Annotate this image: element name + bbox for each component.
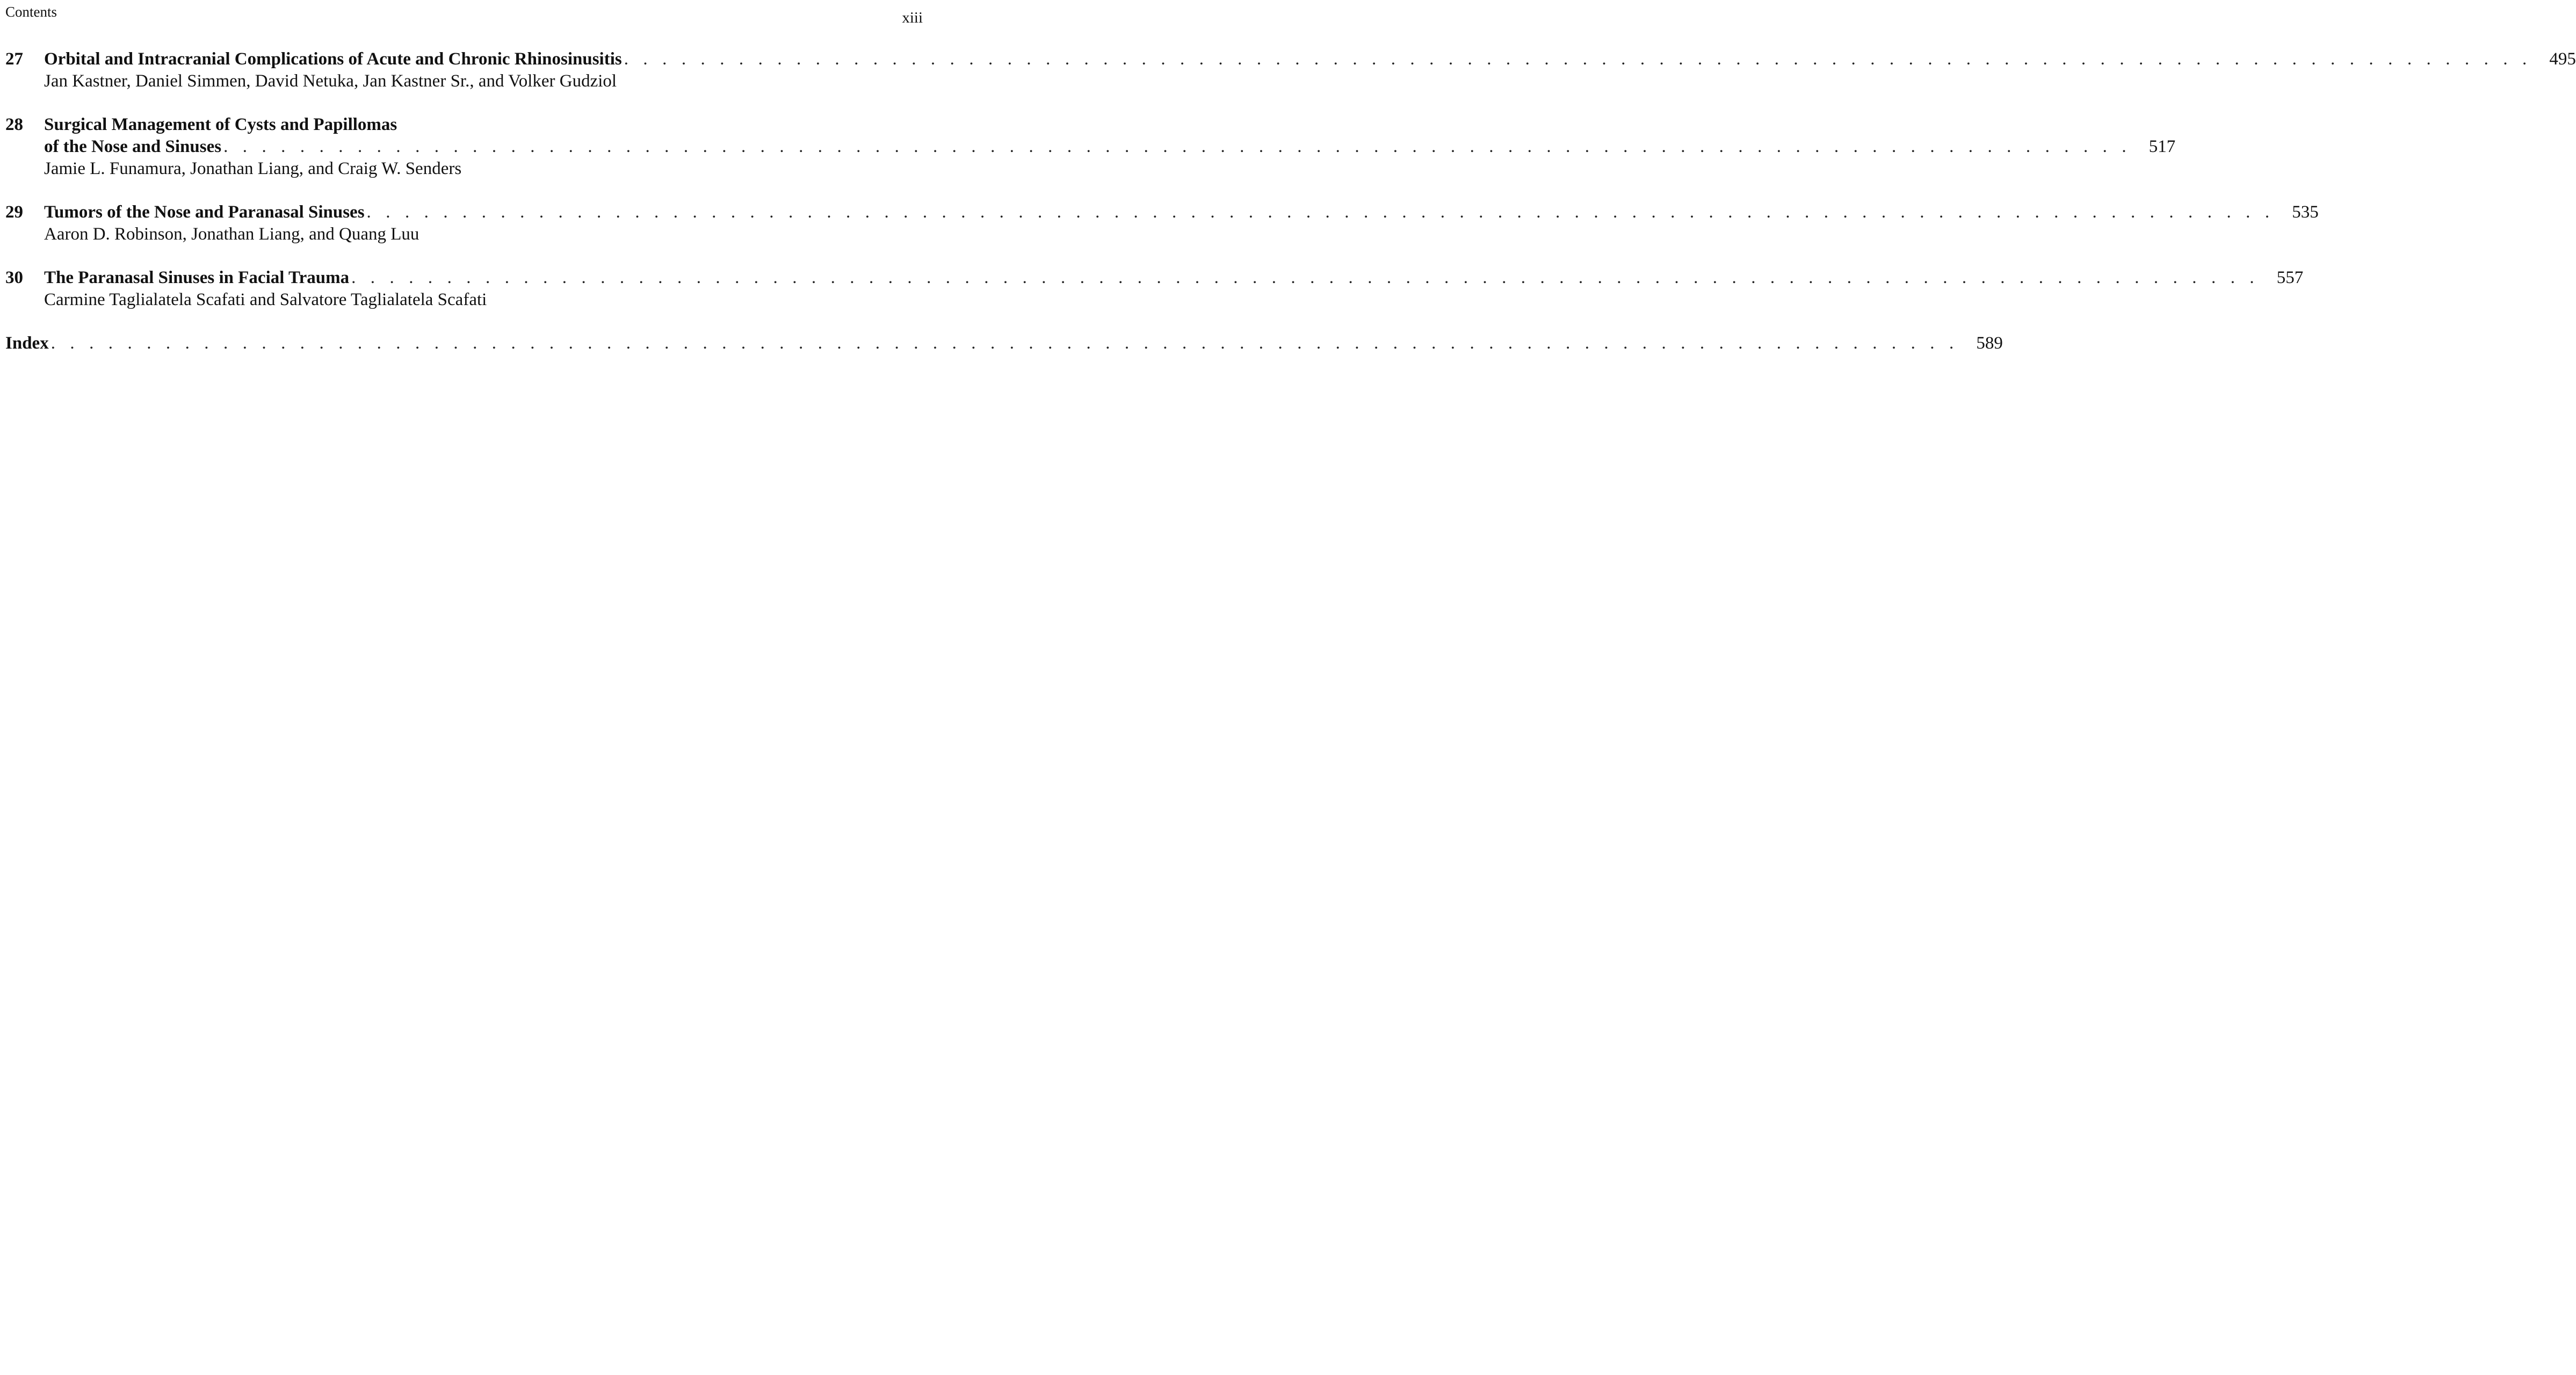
toc-title-line (5, 114, 924, 136)
toc-title-line (5, 201, 2319, 223)
toc-entry-27 (5, 48, 2576, 92)
chapter-number: 28 (5, 115, 23, 134)
dot-leader: . . . . . . . . . . . . . . . . . . . . . . . . . . . . . . . . . . . . . . . . . . . . . . . . . . . . . . . . . . . . . . . . . . . . . . . . . . . . . . . . . . . . . . . . . . . . . . . . . . . . (624, 49, 2532, 69)
dot-leader: . . . . . . . . . . . . . . . . . . . . . . . . . . . . . . . . . . . . . . . . . . . . . . . . . . . . . . . . . . . . . . . . . . . . . . . . . . . . . . . . . . . . . . . . . . . . . . . . . . . . (351, 268, 2260, 287)
chapter-authors: Jamie L. Funamura, Jonathan Liang, and Craig W. Senders (44, 159, 462, 178)
toc-title-line (5, 267, 2304, 289)
index-title[interactable]: Index (5, 334, 49, 353)
toc-entry-29 (5, 201, 2319, 245)
chapter-page-number[interactable]: 557 (2276, 268, 2304, 287)
chapter-title[interactable]: Orbital and Intracranial Complications of Acute and Chronic Rhinosinusitis (44, 49, 622, 69)
chapter-page-number[interactable]: 535 (2292, 202, 2319, 222)
running-head-page-number: xiii (902, 9, 923, 26)
toc-title-line-continued (5, 136, 2176, 158)
chapter-number: 29 (5, 202, 23, 222)
chapter-page-number[interactable]: 495 (2549, 49, 2576, 69)
chapter-authors: Jan Kastner, Daniel Simmen, David Netuka, Jan Kastner Sr., and Volker Gudziol (44, 71, 617, 91)
chapter-title-continued[interactable]: of the Nose and Sinuses (44, 137, 222, 156)
toc-entry-28 (5, 114, 2176, 180)
dot-leader: . . . . . . . . . . . . . . . . . . . . . . . . . . . . . . . . . . . . . . . . . . . . . . . . . . . . . . . . . . . . . . . . . . . . . . . . . . . . . . . . . . . . . . . . . . . . . . . . . . . . (50, 334, 1959, 353)
dot-leader: . . . . . . . . . . . . . . . . . . . . . . . . . . . . . . . . . . . . . . . . . . . . . . . . . . . . . . . . . . . . . . . . . . . . . . . . . . . . . . . . . . . . . . . . . . . . . . . . . . . . (366, 202, 2275, 222)
dot-leader: . . . . . . . . . . . . . . . . . . . . . . . . . . . . . . . . . . . . . . . . . . . . . . . . . . . . . . . . . . . . . . . . . . . . . . . . . . . . . . . . . . . . . . . . . . . . . . . . . . . . (223, 137, 2132, 156)
chapter-authors: Carmine Taglialatela Scafati and Salvatore Taglialatela Scafati (44, 290, 487, 309)
toc-title-line (5, 48, 2576, 70)
running-head-section: Contents (5, 4, 57, 20)
toc-title-line (5, 332, 2003, 354)
chapter-title[interactable]: Tumors of the Nose and Paranasal Sinuses (44, 202, 365, 222)
chapter-page-number[interactable]: 517 (2148, 137, 2176, 156)
chapter-number: 27 (5, 49, 23, 69)
toc-entry-30 (5, 267, 2304, 311)
chapter-authors: Aaron D. Robinson, Jonathan Liang, and Quang Luu (44, 225, 419, 244)
chapter-number: 30 (5, 268, 23, 287)
chapter-title[interactable]: Surgical Management of Cysts and Papillomas (44, 115, 397, 134)
chapter-title[interactable]: The Paranasal Sinuses in Facial Trauma (44, 268, 350, 287)
toc-entry-index (5, 332, 2003, 354)
table-of-contents (5, 48, 2576, 354)
index-page-number[interactable]: 589 (1976, 334, 2003, 353)
